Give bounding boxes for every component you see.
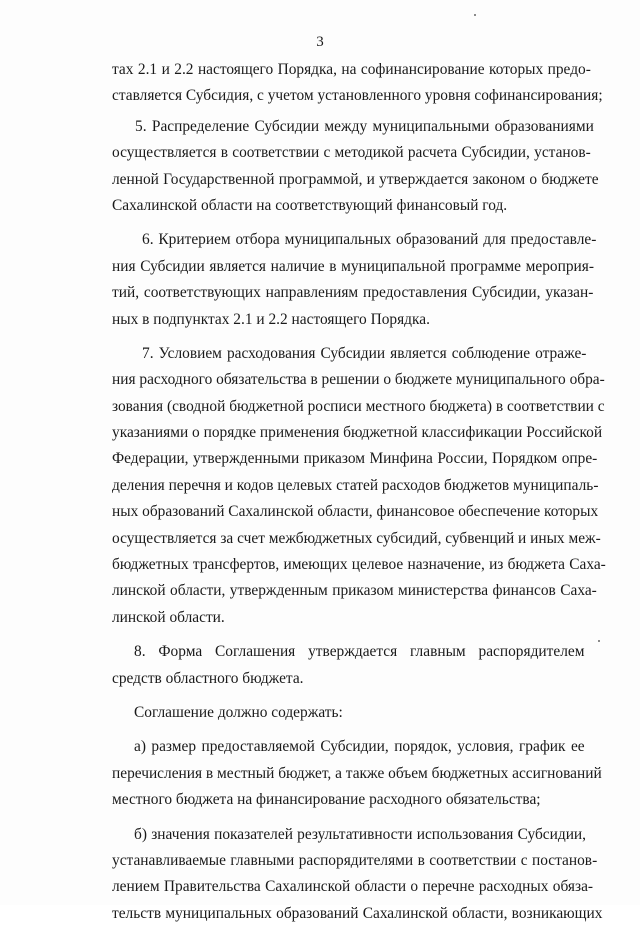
text-line: линской области.: [112, 608, 225, 626]
text-line: тах 2.1 и 2.2 настоящего Порядка, на софинансирование которых предо-: [112, 61, 591, 78]
text-line: осуществляется в соответствии с методикой расчета Субсидии, установ-: [112, 144, 591, 162]
paragraph-item-8: [112, 639, 596, 692]
text-line: ния Субсидии является наличие в муниципальной программе мероприя-: [112, 257, 594, 275]
text-line: указаниями о порядке применения бюджетной классификации Российской: [112, 424, 603, 442]
text-line: перечисления в местный бюджет, а также объем бюджетных ассигнований: [112, 764, 602, 782]
text-line: бюджетных трансфертов, имеющих целевое назначение, из бюджета Саха-: [112, 556, 606, 574]
text-line: а) размер предоставляемой Субсидии, порядок, условия, график ее: [134, 738, 585, 756]
document-body: [112, 57, 606, 927]
text-line: Федерации, утвержденными приказом Минфина России, Порядком опре-: [112, 450, 598, 468]
paragraph: [112, 57, 603, 110]
scan-speck: [598, 640, 600, 642]
text-line: б) значения показателей результативности использования Субсидии,: [134, 825, 587, 843]
text-line: ных в подпунктах 2.1 и 2.2 настоящего Порядка.: [112, 310, 430, 328]
scan-speck: [474, 14, 476, 16]
text-line: осуществляется за счет межбюджетных субсидий, субвенций и иных меж-: [112, 529, 601, 547]
text-line: ных образований Сахалинской области, финансовое обеспечение которых: [112, 503, 599, 521]
text-line: лением Правительства Сахалинской области о перечне расходных обяза-: [112, 878, 594, 896]
paragraph-item-a: [112, 734, 602, 813]
text-line: тий, соответствующих направлениям предоставления Субсидии, указан-: [112, 284, 594, 302]
text-line: устанавливаемые главными распорядителями в соответствии с постанов-: [112, 851, 598, 869]
text-line: 8. Форма Соглашения утверждается главным распорядителем: [134, 643, 585, 661]
text-line: ния расходного обязательства в решении о бюджете муниципального обра-: [112, 371, 605, 389]
paragraph-item-6: [112, 227, 596, 333]
text-line: ленной Государственной программой, и утверждается законом о бюджете: [112, 170, 599, 188]
text-line: 6. Критерием отбора муниципальных образований для предоставле-: [142, 231, 597, 249]
text-line: Соглашение должно содержать:: [134, 703, 343, 721]
text-line: зования (сводной бюджетной росписи местного бюджета) в соответствии с: [112, 397, 605, 415]
text-line: 7. Условием расходования Субсидии является соблюдение отраже-: [142, 344, 587, 362]
text-line: 5. Распределение Субсидии между муниципальными образованиями: [135, 117, 594, 135]
text-line: средств областного бюджета.: [112, 669, 304, 687]
text-line: линской области, утвержденным приказом министерства финансов Саха-: [112, 582, 597, 600]
page-number: 3: [316, 34, 324, 50]
text-line: тельств муниципальных образований Сахалинской области, возникающих: [112, 904, 603, 922]
paragraph-agreement-intro: [112, 700, 596, 726]
paragraph-item-7: [112, 341, 606, 631]
paragraph-item-b: [112, 822, 603, 927]
text-line: местного бюджета на финансирование расходного обязательства;: [112, 791, 541, 809]
text-line: Сахалинской области на соответствующий финансовый год.: [112, 196, 508, 214]
text-line: ставляется Субсидия, с учетом установленного уровня софинансирования;: [112, 87, 603, 105]
text-line: деления перечня и кодов целевых статей расходов бюджетов муниципаль-: [112, 476, 599, 494]
paragraph-item-5: [112, 114, 599, 220]
